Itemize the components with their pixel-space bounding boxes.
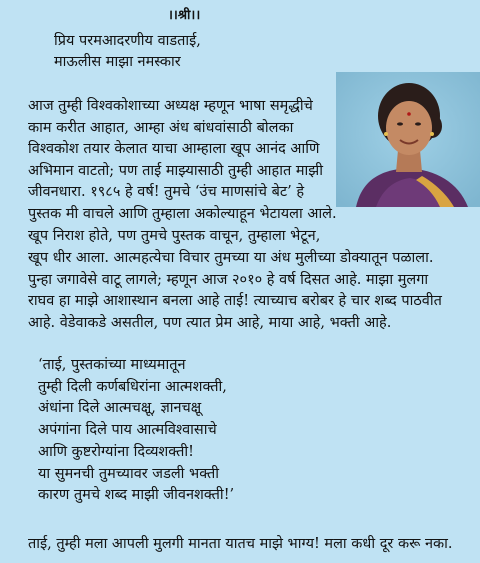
shri-heading: ।।श्री।। — [168, 8, 201, 23]
text-line: आहे. वेडेवाकडे असतील, पण त्यात प्रेम आहे, माया आहे, भक्ती आहे. — [28, 314, 392, 331]
salutation-line: प्रिय परमआदरणीय वाडताई, — [54, 33, 201, 49]
poem-line: या सुमनची तुमच्यावर जडली भक्ती — [38, 465, 220, 482]
text-line: खूप धीर आला. आत्महत्येचा विचार तुमच्या या अंध मुलीच्या डोक्यातून पळाला. — [28, 250, 434, 266]
poem-line: अंधांना दिले आत्मचक्षू, ज्ञानचक्षू — [38, 400, 202, 417]
text-line: विश्वकोश तयार केलात याचा आम्हाला खूप आनंद आणि — [28, 141, 320, 158]
poem-line: कारण तुमचे शब्द माझी जीवनशक्ती!’ — [38, 487, 235, 504]
poem — [38, 355, 234, 507]
salutation — [54, 31, 201, 73]
text-line: खूप निराश होते, पण तुमचे पुस्तक वाचून, तुम्हाला भेटून, — [28, 227, 321, 244]
text-line: अभिमान वाटतो; पण ताई माझ्यासाठी तुम्ही आहात माझी — [28, 162, 323, 179]
text-line: काम करीत आहात, आम्हा अंध बांधवांसाठी बोलका — [28, 119, 294, 136]
poem-line: अपंगांना दिले पाय आत्मविश्वासाचे — [38, 422, 217, 439]
portrait-photo — [336, 72, 480, 207]
salutation-line: माऊलीस माझा नमस्कार — [54, 54, 181, 70]
poem-line: आणि कुष्टरोग्यांना दिव्यशक्ती! — [38, 443, 194, 460]
text-line: जीवनधारा. १९८५ हे वर्ष! तुमचे ‘उंच माणसांचे बेट’ हे — [28, 184, 305, 201]
paragraph-2 — [28, 248, 442, 334]
text-line: पुस्तक मी वाचले आणि तुम्हाला अकोल्याहून भेटायला आले. — [28, 205, 337, 222]
poem-line: तुम्ही दिली कर्णबधिरांना आत्मशक्ती, — [38, 378, 227, 395]
paragraph-1 — [28, 96, 337, 247]
text-line: राघव हा माझे आशास्थान बनला आहे ताई! त्याच्याच बरोबर हे चार शब्द पाठवीत — [28, 293, 442, 310]
text-line: पुन्हा जगावेसे वाटू लागले; म्हणून आज २०१० हे वर्ष दिसत आहे. माझा मुलगा — [28, 271, 429, 288]
poem-line: ‘ताई, पुस्तकांच्या माध्यमातून — [38, 357, 186, 373]
text-line: आज तुम्ही विश्वकोशाच्या अध्यक्ष म्हणून भाषा समृद्धीचे — [28, 98, 313, 114]
closing-line: ताई, तुम्ही मला आपली मुलगी मानता यातच माझे भाग्य! मला कधी दूर करू नका. — [28, 536, 453, 552]
